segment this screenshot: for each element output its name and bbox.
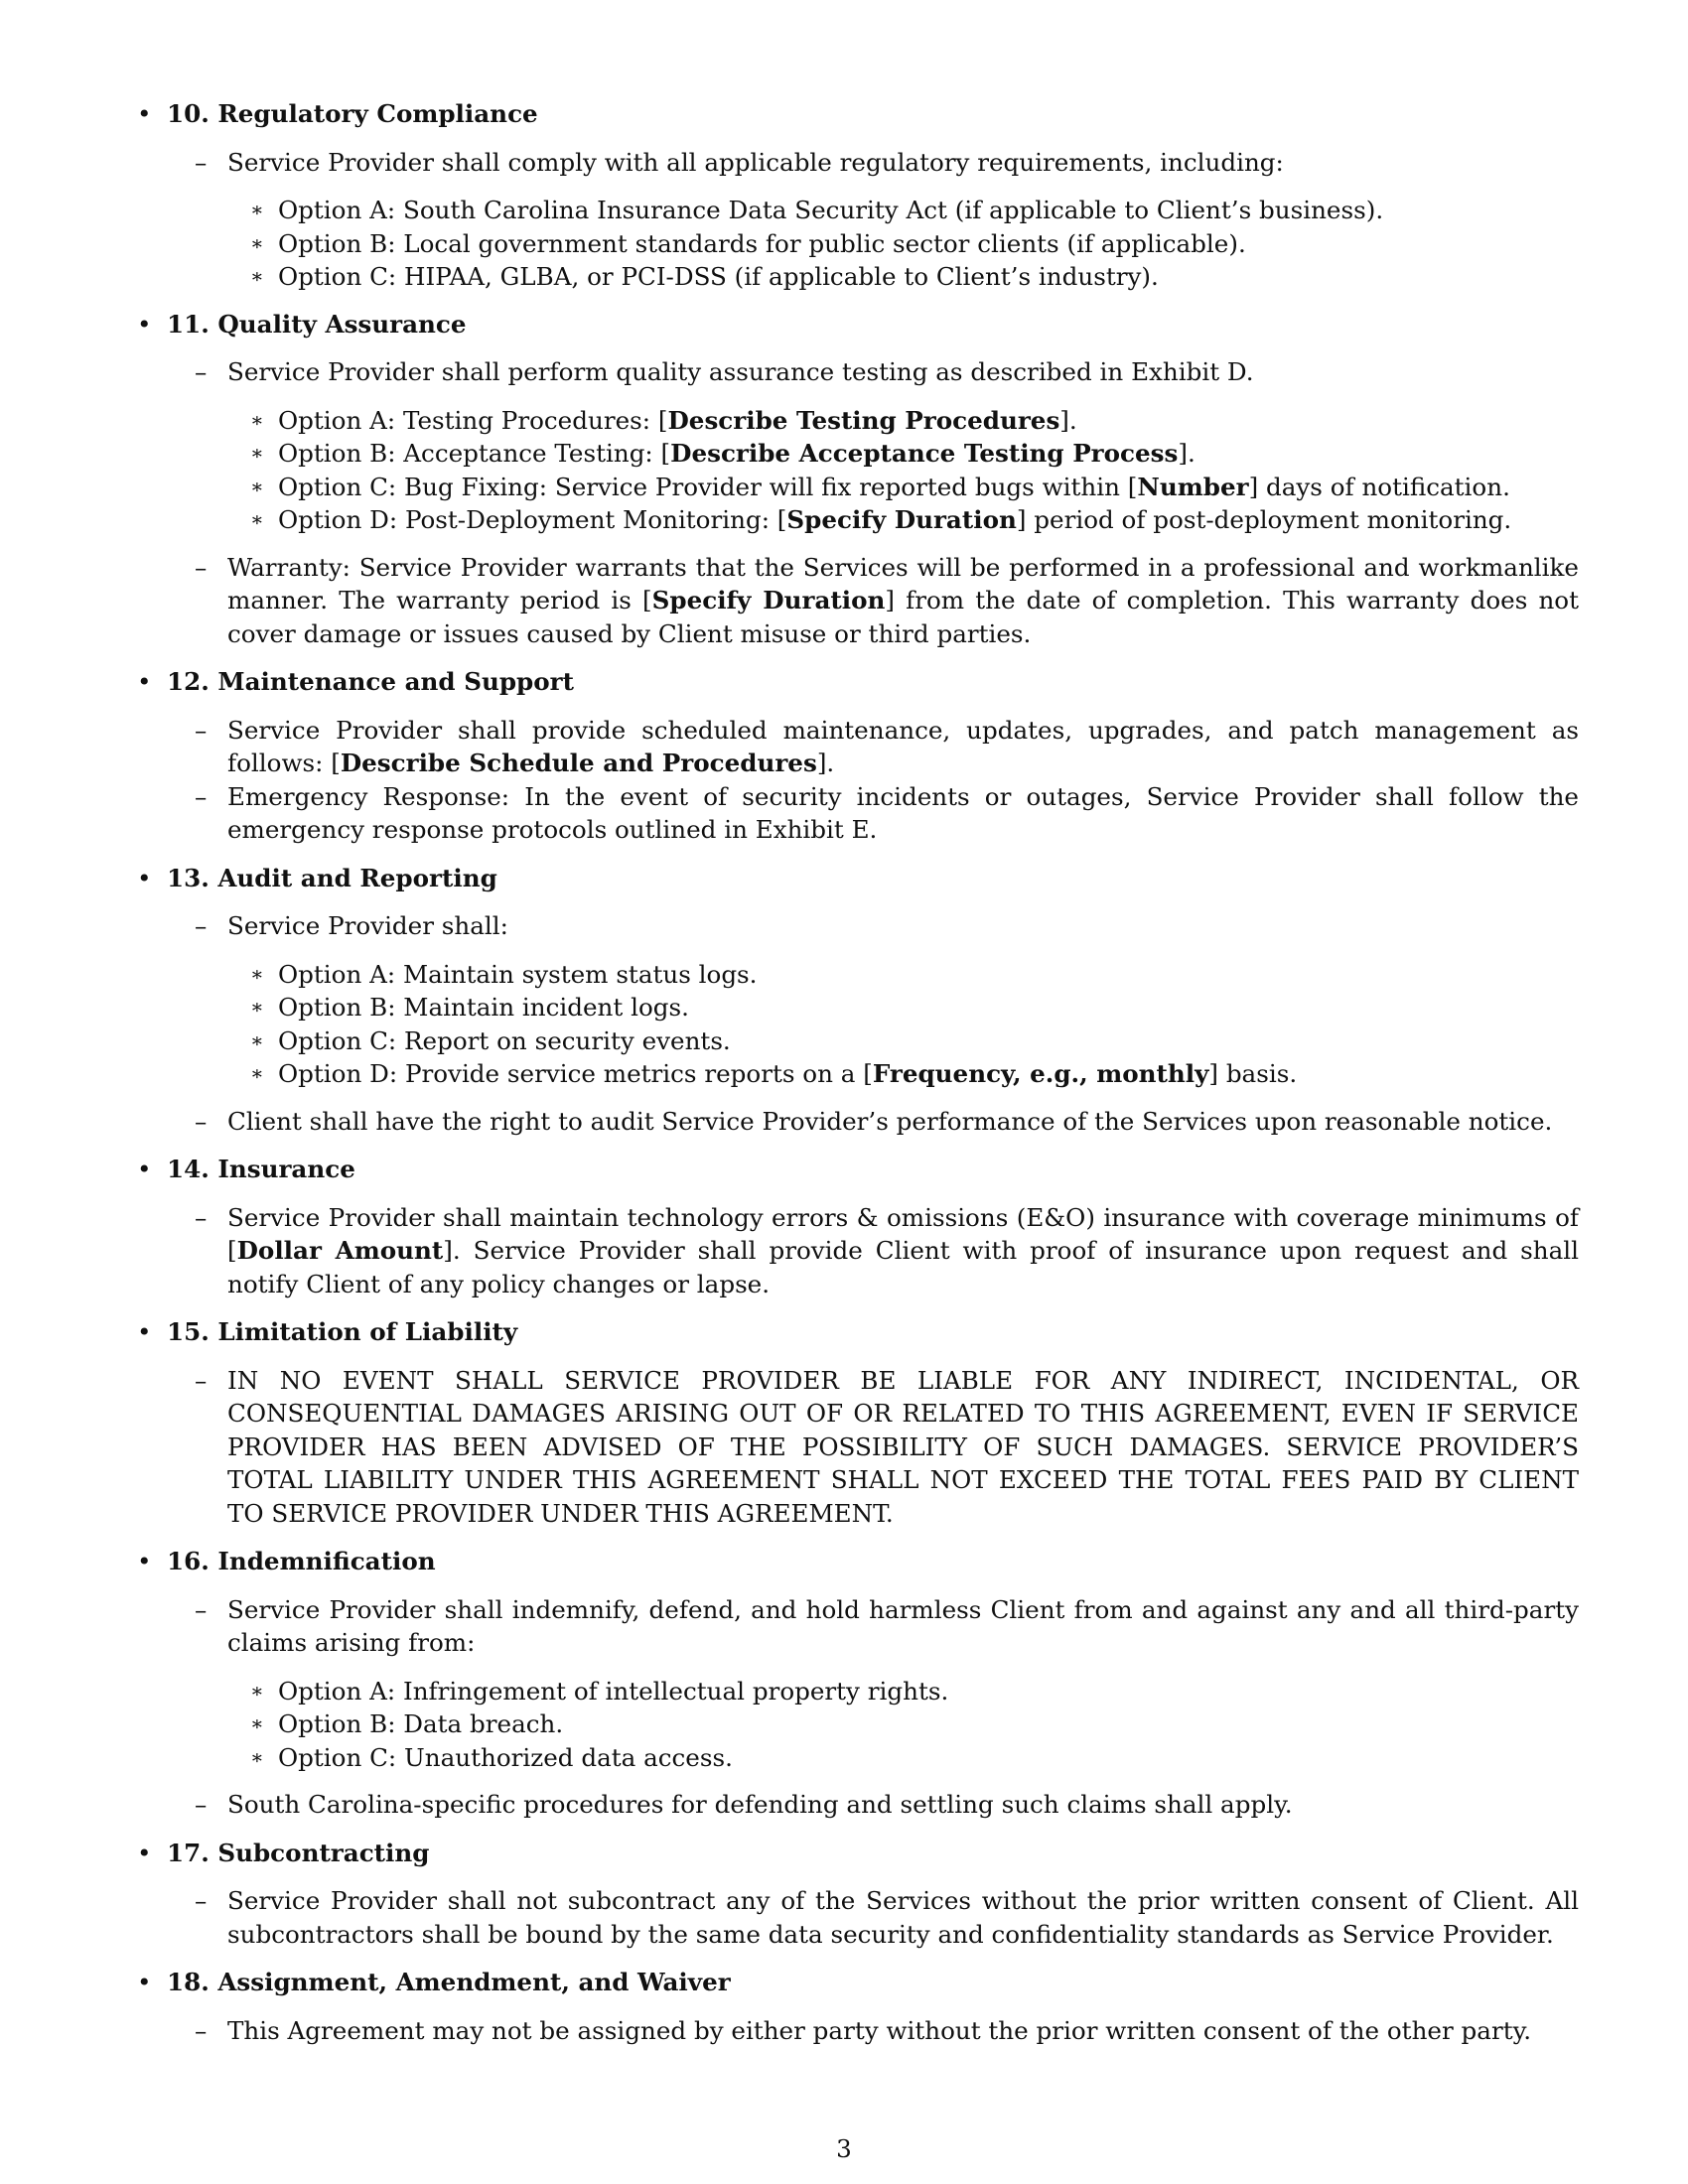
asterisk: ∗ [250, 1678, 264, 1703]
dash: – [195, 1886, 208, 1915]
option-list [167, 194, 1579, 294]
option-text: Option A: Infringement of intellectual property rights. [278, 1676, 949, 1706]
dash: – [195, 1106, 208, 1136]
clause-text: This Agreement may not be assigned by either party without the prior written consent of the other party. [227, 2015, 1532, 2045]
option-text: Option A: Testing Procedures: [ [278, 405, 668, 435]
clause [167, 1364, 1579, 1531]
dash: – [195, 715, 208, 745]
clause [167, 714, 1579, 780]
option-item [167, 404, 1579, 438]
dash: – [195, 357, 208, 386]
bullet: • [137, 1838, 152, 1867]
option-text: Option B: Maintain incident logs. [278, 993, 689, 1022]
spacer [167, 1138, 1579, 1153]
section-title: 17. Subcontracting [167, 1838, 430, 1867]
option-text: Option D: Post-Deployment Monitoring: [ [278, 505, 787, 534]
asterisk: ∗ [250, 961, 264, 986]
option-item [167, 1024, 1579, 1058]
placeholder-field: Describe Acceptance Testing Process [670, 439, 1179, 468]
clause [167, 1201, 1579, 1301]
dash: – [195, 1365, 208, 1395]
spacer [167, 1951, 1579, 1966]
placeholder-field: Describe Testing Procedures [667, 405, 1060, 435]
spacer [167, 1530, 1579, 1545]
option-item [167, 1707, 1579, 1741]
option-item [167, 991, 1579, 1024]
clause [167, 1593, 1579, 1660]
dash: – [195, 1594, 208, 1624]
section-title: 16. Indemnification [167, 1547, 436, 1575]
bullet: • [137, 309, 152, 339]
option-text-end: ] days of notification. [1248, 472, 1510, 501]
option-item [167, 1675, 1579, 1708]
dash: – [195, 147, 208, 177]
section-13 [134, 862, 1579, 1154]
spacer [167, 1300, 1579, 1315]
section-16 [134, 1545, 1579, 1837]
clause [167, 1884, 1579, 1951]
option-item [167, 437, 1579, 471]
asterisk: ∗ [250, 1744, 264, 1769]
bullet: • [137, 863, 152, 892]
spacer [167, 847, 1579, 862]
section-15 [134, 1315, 1579, 1545]
asterisk: ∗ [250, 474, 264, 498]
clause-text: Client shall have the right to audit Service Provider’s performance of the Services upon reasonable notice. [227, 1106, 1553, 1136]
bullet: • [137, 1968, 152, 1996]
clause-text-end: ]. Service Provider shall provide Client with proof of insurance upon request and shall notify Client of any policy changes or lapse. [227, 1236, 1579, 1298]
option-text-end: ] basis. [1208, 1059, 1298, 1088]
section-title: 14. Insurance [167, 1155, 355, 1183]
clause [167, 780, 1579, 847]
clause [167, 355, 1579, 389]
section-12 [134, 665, 1579, 862]
option-item [167, 260, 1579, 294]
dash: – [195, 1790, 208, 1819]
option-text: Option B: Acceptance Testing: [ [278, 439, 671, 468]
section-title: 10. Regulatory Compliance [167, 99, 538, 128]
clause-text: Emergency Response: In the event of security incidents or outages, Service Provider shall follow the emergency response protocols outlined in Exhibit E. [227, 781, 1579, 844]
option-list [167, 1675, 1579, 1775]
clause-text: Service Provider shall maintain technology errors & omissions (E&O) insurance with coverage minimums of [ [227, 1202, 1579, 1265]
asterisk: ∗ [250, 1711, 264, 1735]
asterisk: ∗ [250, 230, 264, 255]
placeholder-field: Number [1137, 472, 1249, 501]
asterisk: ∗ [250, 995, 264, 1019]
option-item [167, 194, 1579, 227]
clause [167, 909, 1579, 943]
asterisk: ∗ [250, 407, 264, 432]
option-text: Option C: Bug Fixing: Service Provider will fix reported bugs within [ [278, 472, 1138, 501]
option-item [167, 958, 1579, 992]
bullet: • [137, 99, 152, 128]
dash: – [195, 1202, 208, 1232]
bullet: • [137, 1155, 152, 1183]
section-14 [134, 1153, 1579, 1315]
clause-text: Service Provider shall provide scheduled maintenance, updates, upgrades, and patch management as follows: [ [227, 715, 1579, 777]
option-item [167, 227, 1579, 261]
clause [167, 146, 1579, 180]
clause [167, 1105, 1579, 1139]
clause-warranty [167, 551, 1579, 651]
spacer [167, 1822, 1579, 1837]
bullet: • [137, 667, 152, 696]
clause-text: Service Provider shall perform quality assurance testing as described in Exhibit D. [227, 357, 1254, 386]
asterisk: ∗ [250, 1027, 264, 1052]
placeholder-field: Specify Duration [651, 586, 886, 614]
section-title: 18. Assignment, Amendment, and Waiver [167, 1968, 731, 1996]
clause-text: Service Provider shall not subcontract any of the Services without the prior written consent of Client. All subcontractors shall be bound by the same data security and confidentiality standards as Service Provider. [227, 1886, 1579, 1949]
asterisk: ∗ [250, 507, 264, 531]
clause [167, 2014, 1579, 2048]
asterisk: ∗ [250, 1061, 264, 1085]
dash: – [195, 911, 208, 940]
clause-text-end: ]. [816, 749, 835, 777]
page-number: 3 [836, 2134, 852, 2163]
spacer [167, 650, 1579, 665]
bullet: • [137, 1317, 152, 1346]
option-text: Option A: Maintain system status logs. [278, 959, 758, 989]
clause-text: IN NO EVENT SHALL SERVICE PROVIDER BE LIABLE FOR ANY INDIRECT, INCIDENTAL, OR CONSEQUENTIAL DAMAGES ARISING OUT OF OR RELATED TO THIS AGREEMENT, EVEN IF SERVICE PROVIDER HAS BEEN ADVISED OF THE POSSIBILITY OF SUCH DAMAGES. SERVICE PROVIDER’S TOTAL LIABILITY UNDER THIS AGREEMENT SHALL NOT EXCEED THE TOTAL FEES PAID BY CLIENT TO SERVICE PROVIDER UNDER THIS AGREEMENT. [227, 1365, 1579, 1528]
option-list [167, 958, 1579, 1091]
clause-text-end: ] from the date of completion. This warranty does not cover damage or issues caused by Client misuse or third parties. [227, 586, 1579, 648]
option-text: Option B: Data breach. [278, 1709, 564, 1738]
option-item [167, 1057, 1579, 1091]
option-item [167, 503, 1579, 537]
section-11 [134, 308, 1579, 666]
clause-text: South Carolina-specific procedures for defending and settling such claims shall apply. [227, 1790, 1293, 1819]
asterisk: ∗ [250, 441, 264, 465]
asterisk: ∗ [250, 198, 264, 221]
section-18 [134, 1966, 1579, 2047]
clause [167, 1788, 1579, 1822]
dash: – [195, 552, 208, 582]
option-text-end: ]. [1059, 405, 1077, 435]
option-list [167, 404, 1579, 537]
option-text: Option D: Provide service metrics reports on a [ [278, 1059, 873, 1088]
option-text: Option C: HIPAA, GLBA, or PCI-DSS (if applicable to Client’s industry). [278, 262, 1159, 291]
option-item [167, 1741, 1579, 1775]
clause-text: Warranty: Service Provider warrants that the Services will be performed in a professional and workmanlike manner. The warranty period is [ [227, 552, 1579, 614]
document-body [134, 97, 1579, 2047]
placeholder-field: Dollar Amount [236, 1236, 444, 1265]
clause-text: Service Provider shall: [227, 911, 508, 940]
option-text: Option C: Report on security events. [278, 1025, 731, 1055]
clause-text: Service Provider shall indemnify, defend, and hold harmless Client from and against any and all third-party claims arising from: [227, 1594, 1579, 1657]
bullet: • [137, 1547, 152, 1575]
section-title: 15. Limitation of Liability [167, 1317, 518, 1346]
section-10 [134, 97, 1579, 294]
asterisk: ∗ [250, 264, 264, 288]
option-text: Option C: Unauthorized data access. [278, 1742, 733, 1772]
placeholder-field: Specify Duration [786, 505, 1017, 534]
option-item [167, 471, 1579, 504]
option-text: Option B: Local government standards for public sector clients (if applicable). [278, 228, 1246, 258]
dash: – [195, 2015, 208, 2045]
dash: – [195, 781, 208, 811]
section-17 [134, 1837, 1579, 1967]
section-title: 13. Audit and Reporting [167, 863, 497, 892]
clause-text: Service Provider shall comply with all applicable regulatory requirements, including: [227, 147, 1284, 177]
section-title: 11. Quality Assurance [167, 309, 467, 339]
placeholder-field: Describe Schedule and Procedures [340, 749, 817, 777]
placeholder-field: Frequency, e.g., monthly [872, 1059, 1209, 1088]
option-text-end: ] period of post-deployment monitoring. [1016, 505, 1512, 534]
option-text-end: ]. [1178, 439, 1196, 468]
option-text: Option A: South Carolina Insurance Data Security Act (if applicable to Client’s business). [278, 196, 1384, 224]
section-title: 12. Maintenance and Support [167, 667, 574, 696]
